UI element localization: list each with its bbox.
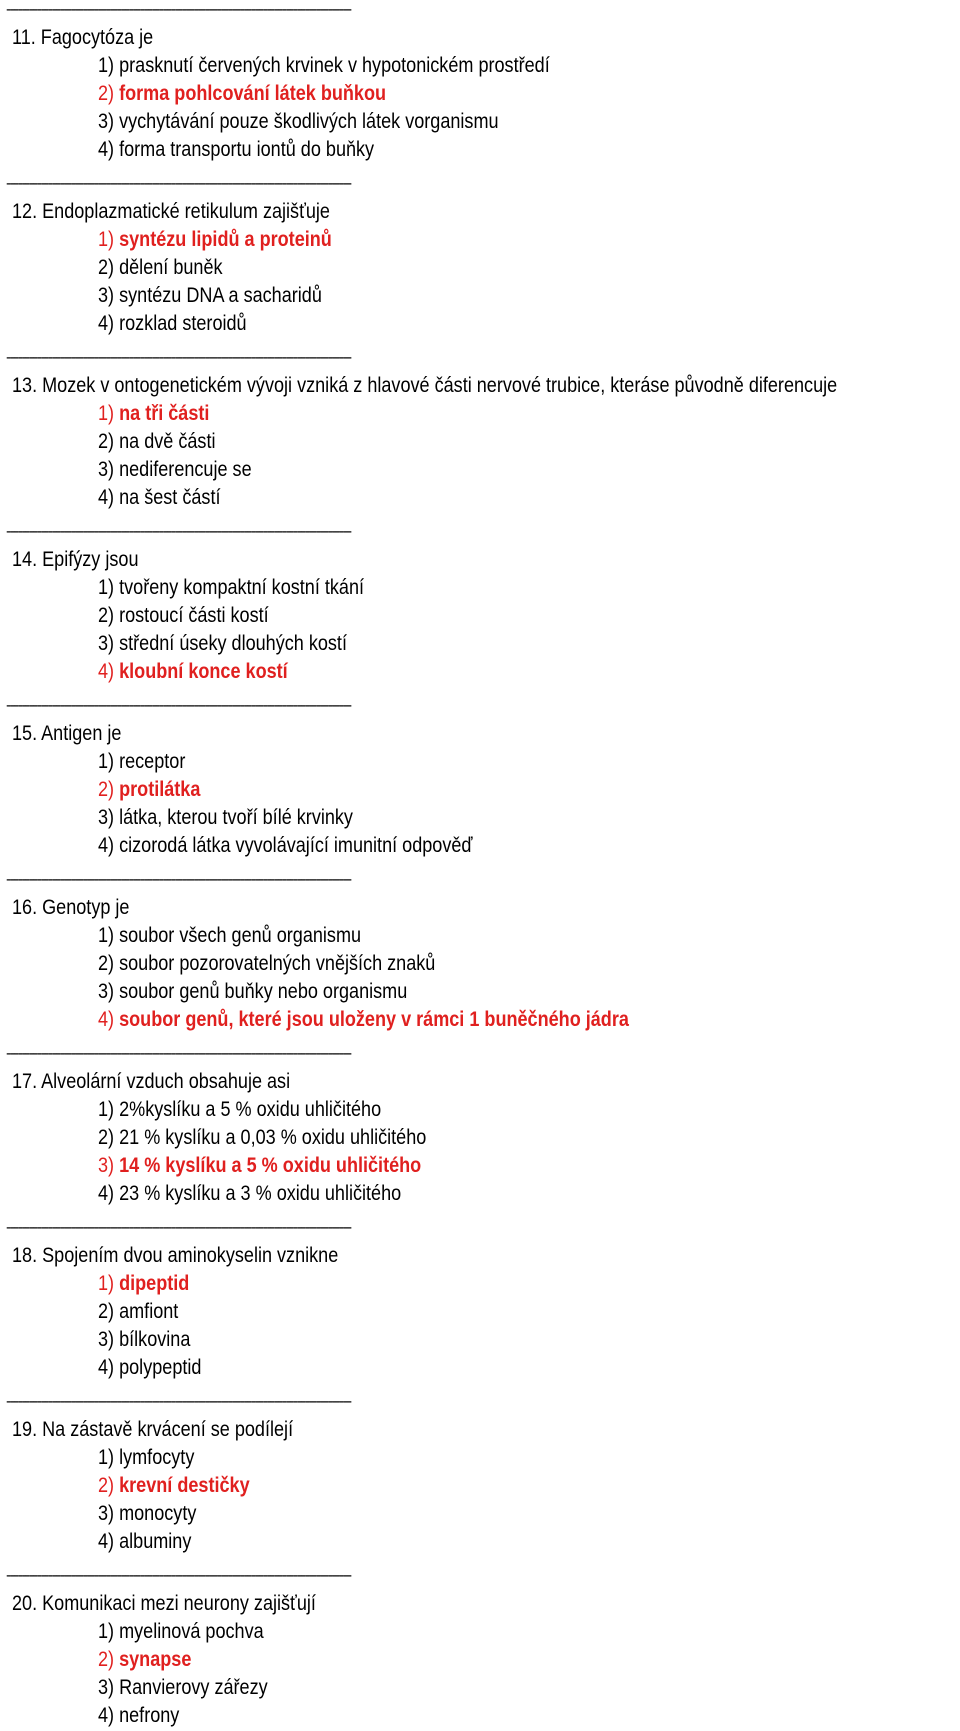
answer-option	[98, 804, 353, 832]
answer-option-correct	[98, 658, 288, 686]
answer-option	[98, 602, 269, 630]
answer-option	[98, 282, 322, 310]
option-number: 1)	[98, 1446, 115, 1469]
answer-option	[98, 428, 215, 456]
option-text: bílkovina	[119, 1328, 191, 1351]
option-text: rozklad steroidů	[119, 312, 247, 335]
answer-option	[98, 748, 185, 776]
option-text: na šest částí	[119, 486, 221, 509]
option-number: 1)	[98, 54, 115, 77]
option-number: 3)	[98, 1676, 115, 1699]
option-text: soubor genů buňky nebo organismu	[119, 980, 408, 1003]
option-text: 2%kyslíku a 5 % oxidu uhličitého	[119, 1098, 382, 1121]
question-text: 20. Komunikaci mezi neurony zajišťují	[12, 1592, 316, 1615]
option-text: forma pohlcování látek buňkou	[119, 82, 387, 105]
answer-option	[98, 108, 499, 136]
option-text: dělení buněk	[119, 256, 223, 279]
option-text: na tři části	[119, 402, 210, 425]
option-text: 14 % kyslíku a 5 % oxidu uhličitého	[119, 1154, 422, 1177]
option-number: 4)	[98, 1704, 115, 1727]
option-number: 1)	[98, 576, 115, 599]
separator-line: ------------------------------------------------------------------------------------------	[6, 1046, 351, 1062]
option-number: 1)	[98, 228, 115, 251]
option-text: myelinová pochva	[119, 1620, 264, 1643]
separator-line: ------------------------------------------------------------------------------------------	[6, 350, 351, 366]
answer-option	[98, 1298, 178, 1326]
option-number: 1)	[98, 924, 115, 947]
option-number: 2)	[98, 1648, 115, 1671]
option-number: 3)	[98, 110, 115, 133]
option-number: 4)	[98, 660, 115, 683]
option-number: 3)	[98, 1154, 115, 1177]
option-number: 4)	[98, 1182, 115, 1205]
option-text: tvořeny kompaktní kostní tkání	[119, 576, 365, 599]
question-text: 13. Mozek v ontogenetickém vývoji vzniká z hlavové části nervové trubice, kteráse původně diferencuje	[12, 374, 838, 397]
option-number: 3)	[98, 458, 115, 481]
option-number: 3)	[98, 1502, 115, 1525]
answer-option	[98, 1702, 179, 1730]
option-text: syntézu DNA a sacharidů	[119, 284, 322, 307]
answer-option	[98, 310, 247, 338]
question-text: 12. Endoplazmatické retikulum zajišťuje	[12, 200, 330, 223]
answer-option	[98, 52, 550, 80]
option-text: 21 % kyslíku a 0,03 % oxidu uhličitého	[119, 1126, 427, 1149]
option-text: na dvě části	[119, 430, 216, 453]
option-number: 2)	[98, 256, 115, 279]
answer-option-correct	[98, 1646, 191, 1674]
separator-line: ------------------------------------------------------------------------------------------	[6, 1568, 351, 1584]
separator-line: ------------------------------------------------------------------------------------------	[6, 524, 351, 540]
option-text: synapse	[119, 1648, 192, 1671]
answer-option	[98, 978, 407, 1006]
option-number: 2)	[98, 1474, 115, 1497]
question-text: 11. Fagocytóza je	[12, 26, 154, 49]
option-number: 3)	[98, 632, 115, 655]
option-number: 2)	[98, 1300, 115, 1323]
separator-line: ------------------------------------------------------------------------------------------	[6, 176, 351, 192]
question-text: 18. Spojením dvou aminokyselin vznikne	[12, 1244, 339, 1267]
answer-option	[98, 832, 473, 860]
option-text: prasknutí červených krvinek v hypotonickém prostředí	[119, 54, 550, 77]
separator-line: ------------------------------------------------------------------------------------------	[6, 1220, 351, 1236]
option-text: protilátka	[119, 778, 201, 801]
answer-option	[98, 630, 347, 658]
answer-option	[98, 136, 374, 164]
option-text: látka, kterou tvoří bílé krvinky	[119, 806, 353, 829]
answer-option-correct	[98, 1152, 421, 1180]
option-text: forma transportu iontů do buňky	[119, 138, 375, 161]
question-text: 19. Na zástavě krvácení se podílejí	[12, 1418, 294, 1441]
option-number: 1)	[98, 402, 115, 425]
option-text: krevní destičky	[119, 1474, 250, 1497]
answer-option	[98, 574, 364, 602]
answer-option	[98, 254, 223, 282]
option-text: syntézu lipidů a proteinů	[119, 228, 332, 251]
question-text: 17. Alveolární vzduch obsahuje asi	[12, 1070, 291, 1093]
option-text: rostoucí části kostí	[119, 604, 269, 627]
option-number: 4)	[98, 1356, 115, 1379]
option-number: 4)	[98, 1530, 115, 1553]
option-text: střední úseky dlouhých kostí	[119, 632, 347, 655]
option-text: polypeptid	[119, 1356, 202, 1379]
option-text: soubor pozorovatelných vnějších znaků	[119, 952, 436, 975]
option-number: 4)	[98, 1008, 115, 1031]
question-text: 14. Epifýzy jsou	[12, 548, 139, 571]
answer-option-correct	[98, 400, 209, 428]
answer-option-correct	[98, 1006, 629, 1034]
separator-line: ------------------------------------------------------------------------------------------	[6, 1394, 351, 1410]
separator-line: ------------------------------------------------------------------------------------------	[6, 872, 351, 888]
option-number: 2)	[98, 778, 115, 801]
option-text: receptor	[119, 750, 186, 773]
answer-option	[98, 1674, 268, 1702]
option-text: vychytávání pouze škodlivých látek vorganismu	[119, 110, 499, 133]
option-text: lymfocyty	[119, 1446, 195, 1469]
option-text: soubor všech genů organismu	[119, 924, 362, 947]
answer-option	[98, 1096, 381, 1124]
answer-option-correct	[98, 1472, 250, 1500]
question-text: 15. Antigen je	[12, 722, 122, 745]
option-text: cizorodá látka vyvolávající imunitní odpověď	[119, 834, 473, 857]
answer-option	[98, 1528, 191, 1556]
option-text: Ranvierovy zářezy	[119, 1676, 268, 1699]
option-number: 2)	[98, 604, 115, 627]
option-text: nefrony	[119, 1704, 180, 1727]
answer-option-correct	[98, 226, 332, 254]
answer-option	[98, 1354, 201, 1382]
answer-option	[98, 1500, 196, 1528]
option-text: 23 % kyslíku a 3 % oxidu uhličitého	[119, 1182, 402, 1205]
question-text: 16. Genotyp je	[12, 896, 130, 919]
option-number: 4)	[98, 486, 115, 509]
answer-option	[98, 1180, 401, 1208]
answer-option-correct	[98, 80, 386, 108]
option-number: 2)	[98, 952, 115, 975]
answer-option	[98, 1124, 426, 1152]
option-number: 3)	[98, 806, 115, 829]
option-number: 4)	[98, 834, 115, 857]
answer-option	[98, 456, 252, 484]
option-text: albuminy	[119, 1530, 192, 1553]
answer-option	[98, 922, 361, 950]
option-text: nediferencuje se	[119, 458, 252, 481]
answer-option	[98, 484, 220, 512]
option-number: 1)	[98, 750, 115, 773]
option-number: 2)	[98, 430, 115, 453]
option-number: 1)	[98, 1098, 115, 1121]
option-number: 1)	[98, 1272, 115, 1295]
separator-line: ------------------------------------------------------------------------------------------	[6, 2, 351, 18]
option-text: kloubní konce kostí	[119, 660, 288, 683]
answer-option	[98, 1618, 264, 1646]
option-number: 2)	[98, 82, 115, 105]
option-text: dipeptid	[119, 1272, 190, 1295]
option-number: 3)	[98, 1328, 115, 1351]
separator-line: ------------------------------------------------------------------------------------------	[6, 698, 351, 714]
answer-option-correct	[98, 1270, 189, 1298]
answer-option-correct	[98, 776, 200, 804]
answer-option	[98, 1326, 190, 1354]
option-number: 4)	[98, 138, 115, 161]
option-number: 3)	[98, 284, 115, 307]
option-number: 1)	[98, 1620, 115, 1643]
option-number: 2)	[98, 1126, 115, 1149]
answer-option	[98, 1444, 194, 1472]
answer-option	[98, 950, 435, 978]
option-text: monocyty	[119, 1502, 197, 1525]
option-number: 4)	[98, 312, 115, 335]
option-text: amfiont	[119, 1300, 179, 1323]
option-number: 3)	[98, 980, 115, 1003]
option-text: soubor genů, které jsou uloženy v rámci 1 buněčného jádra	[119, 1008, 629, 1031]
